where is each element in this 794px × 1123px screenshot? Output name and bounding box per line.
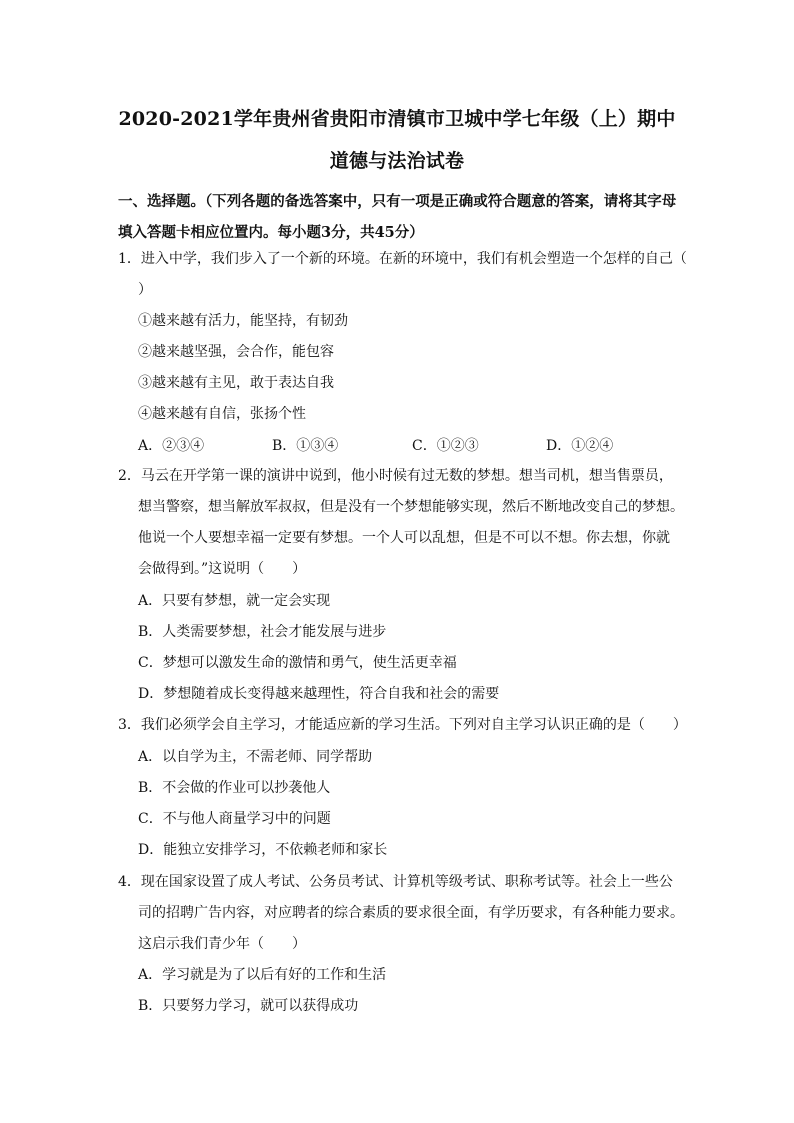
q1-stem-line2: ） [138, 282, 152, 298]
q2-option-b: B．人类需要梦想，社会才能发展与进步 [138, 624, 387, 640]
q4-stem-line1: 4．现在国家设置了成人考试、公务员考试、计算机等级考试、职称考试等。社会上一些公 [118, 874, 673, 890]
q4-stem-line3: 这启示我们青少年（ ） [138, 936, 306, 952]
q4-stem-line2: 司的招聘广告内容，对应聘者的综合素质的要求很全面，有学历要求，有各种能力要求。 [138, 905, 684, 921]
q1-option-a: A．②③④ [138, 438, 205, 454]
q1-stem-line1: 1．进入中学，我们步入了一个新的环境。在新的环境中，我们有机会塑造一个怎样的自己（ [118, 251, 687, 267]
q2-stem-line3: 他说一个人要想幸福一定要有梦想。一个人可以乱想，但是不可以不想。你去想，你就 [138, 530, 670, 546]
q1-options [138, 435, 658, 455]
exam-title-line2: 道德与法治试卷 [329, 150, 465, 172]
q2-stem-line4: 会做得到。”这说明（ ） [138, 561, 307, 577]
q1-option-b: B．①③④ [272, 438, 339, 454]
q4-option-b: B．只要努力学习，就可以获得成功 [138, 998, 359, 1014]
q3-option-b: B．不会做的作业可以抄袭他人 [138, 780, 331, 796]
q2-stem-line1: 2．马云在开学第一课的演讲中说到，他小时候有过无数的梦想。想当司机，想当售票员， [118, 468, 673, 484]
section-heading: 一、选择题。（下列各题的备选答案中，只有一项是正确或符合题意的答案，请将其字母填入答题卡相应位置内。每小题3分，共45分） [118, 193, 677, 241]
q1-item-2: ②越来越坚强，会合作，能包容 [138, 344, 334, 360]
exam-title-line1: 2020-2021学年贵州省贵阳市清镇市卫城中学七年级（上）期中 [118, 108, 676, 130]
q3-stem: 3．我们必须学会自主学习，才能适应新的学习生活。下列对自主学习认识正确的是（ ） [118, 717, 687, 733]
q4-option-a: A．学习就是为了以后有好的工作和生活 [138, 967, 387, 983]
q2-option-c: C．梦想可以激发生命的激情和勇气，使生活更幸福 [138, 655, 457, 671]
q2-option-d: D．梦想随着成长变得越来越理性，符合自我和社会的需要 [138, 686, 500, 702]
q2-option-a: A．只要有梦想，就一定会实现 [138, 593, 331, 609]
q1-item-4: ④越来越有自信，张扬个性 [138, 406, 306, 422]
q3-option-d: D．能独立安排学习，不依赖老师和家长 [138, 842, 388, 858]
q1-option-c: C．①②③ [412, 438, 479, 454]
q3-option-a: A．以自学为主，不需老师、同学帮助 [138, 749, 373, 765]
q3-option-c: C．不与他人商量学习中的问题 [138, 811, 331, 827]
q1-option-d: D．①②④ [546, 438, 614, 454]
q2-stem-line2: 想当警察，想当解放军叔叔，但是没有一个梦想能够实现，然后不断地改变自己的梦想。 [138, 499, 684, 515]
q1-item-1: ①越来越有活力，能坚持，有韧劲 [138, 313, 348, 329]
q1-item-3: ③越来越有主见，敢于表达自我 [138, 375, 334, 391]
